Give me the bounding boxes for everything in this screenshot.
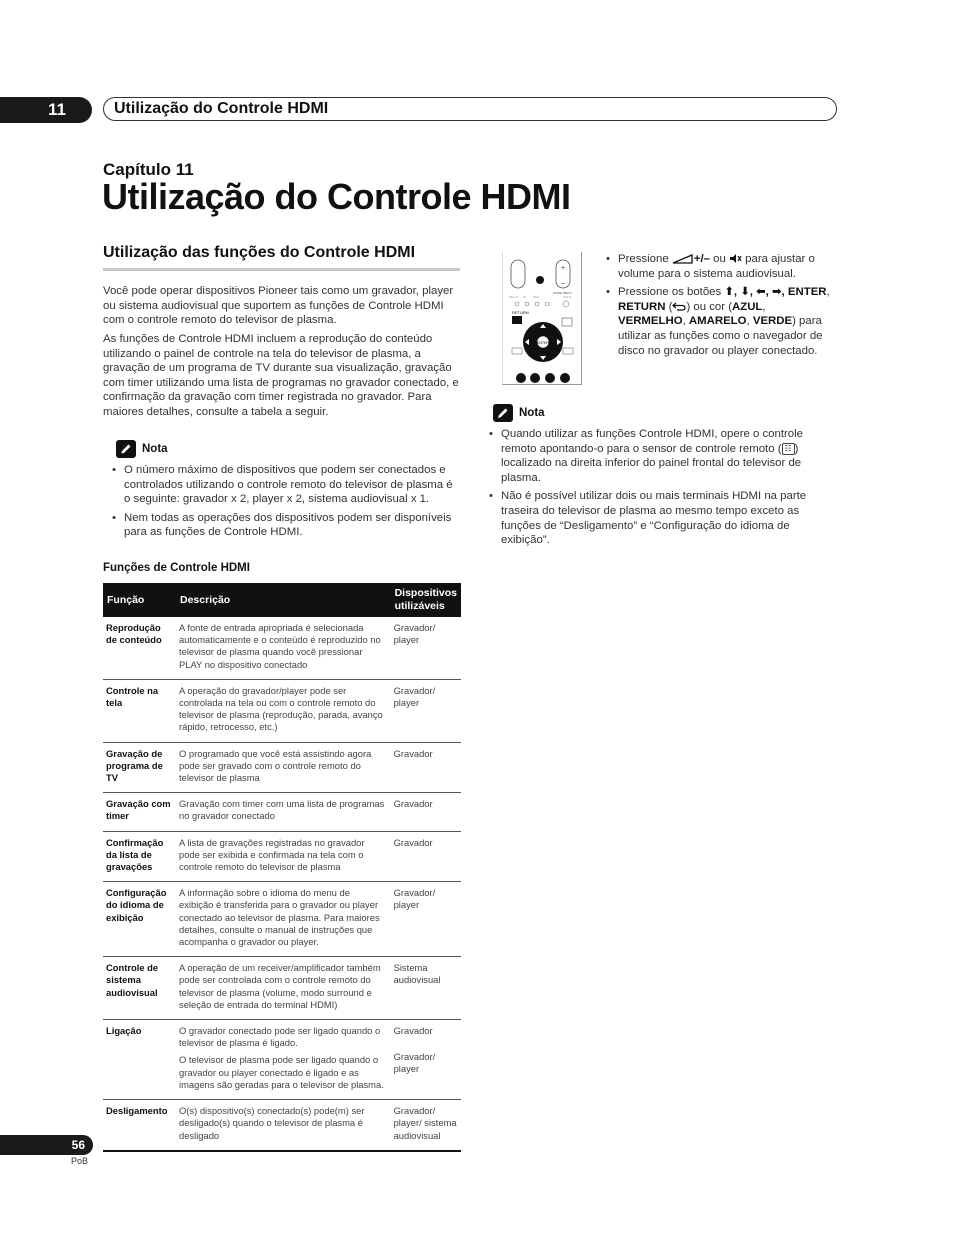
cell-devices: Gravador/ player [391,617,461,679]
note-item: • Quando utilizar as funções Controle HDMI, opere o controle remoto apontando-o para o sensor de controle remoto ( ☷ ) localizado na direita inferior do painel frontal do televisor de plasma. [487,427,832,485]
cell-function: Controle na tela [103,679,176,742]
svg-text:ID: ID [523,295,526,299]
note-label: Nota [519,407,545,419]
note-pencil-icon [116,440,136,458]
running-header: Utilização do Controle HDMI [103,97,837,121]
note-list-right [487,427,832,552]
header-funcao: Função [103,583,176,617]
remote-return-label: RETURN [512,310,529,315]
section-title: Utilização das funções do Controle HDMI [103,244,416,261]
note-label: Nota [142,443,168,455]
enter-key: ENTER [787,286,827,299]
amarelo-key: AMARELO [688,315,747,328]
remote-enter-label: ENTER [537,341,549,345]
mute-icon [729,253,742,264]
table-row [103,679,461,742]
remote-bullets [604,252,832,362]
cell-description-part: O gravador conectado pode ser ligado quando o televisor de plasma é ligado. [179,1025,381,1049]
cell-devices [391,1020,461,1100]
note-pencil-icon [493,404,513,422]
note-item: • Nem todas as operações dos dispositivos podem ser disponíveis para as funções de Controle HDMI. [110,511,460,540]
cell-description-part: O televisor de plasma pode ser ligado quando o gravador ou player conectado é ligado e as imagens são geradas para o televisor de plasma. [179,1054,384,1090]
table-row [103,742,461,793]
cell-devices: Gravador/ player/ sistema audiovisual [391,1100,461,1151]
cell-devices: Gravador [391,742,461,793]
table-row [103,1020,461,1100]
page-language: PoB [71,1156,89,1166]
bullet-nav-pre: Pressione os botões [618,286,722,299]
note-item: • Não é possível utilizar dois ou mais terminais HDMI na parte traseira do televisor de plasma ao mesmo tempo exceto as funções de “Desligamento” e “Configuração do idioma de exibição”. [487,489,832,547]
note-item: • O número máximo de dispositivos que podem ser conectados e controlados utilizando o controle remoto do televisor de plasma é o seguinte: gravador x 2, player x 2, sistema audiovisual x 1. [110,463,460,507]
header-dispositivos: Dispositivos utilizáveis [391,583,461,617]
svg-text:REC: REC [533,295,540,299]
cell-devices-part: Gravador/ player [393,1051,436,1075]
cell-devices: Gravador/ player [391,679,461,742]
cell-description: A fonte de entrada apropriada é selecionada automaticamente e o conteúdo é reproduzido no televisor de plasma quando você pressionar PLAY no dispositivo conectado [176,617,391,679]
cell-description: O(s) dispositivo(s) conectado(s) pode(m) ser desligado(s) quando o televisor de plasma é desligado [176,1100,391,1151]
note-header-right [493,404,545,422]
bullet-volume-mid: ou [713,253,726,265]
header-descricao: Descrição [176,583,391,617]
remote-drawing [503,252,583,385]
cell-function: Configuração do idioma de exibição [103,882,176,957]
bullet-navigation: • Pressione os botões ⬆, ⬇, ⬅, ➡, ENTER, RETURN ( ) ou cor (AZUL, VERMELHO, AMARELO, VERDE) para utilizar as funções como o navegador de disco no gravador ou player conectado. [604,285,832,358]
cell-description: A lista de gravações registradas no gravador pode ser exibida e confirmada na tela com o controle remoto do televisor de plasma [176,831,391,882]
cell-function: Desligamento [103,1100,176,1151]
sensor-icon: ☷ [782,443,795,455]
cell-function: Reprodução de conteúdo [103,617,176,679]
cell-function: Controle de sistema audiovisual [103,957,176,1020]
bullet-volume [604,252,832,281]
cell-function: Confirmação da lista de gravações [103,831,176,882]
verde-key: VERDE [752,315,793,328]
bullet-volume-post: para ajustar o volume para o sistema audiovisual. [618,253,815,280]
volume-icon [672,254,694,264]
cell-function: Ligação [103,1020,176,1100]
intro-paragraph-2: As funções de Controle HDMI incluem a reprodução do conteúdo utilizando o painel de controle na tela do televisor de plasma, a gravação de um programa de TV durante sua visualização, gravação com timer utilizando uma lista de programas no gravador conectado, e confirmação da gravação com timer registrada no gravador. Para maiores detalhes, consulte a tabela a seguir. [103,333,459,418]
table-row [103,831,461,882]
note-list-left [110,463,460,544]
svg-text:+: + [560,265,566,272]
cell-devices-part: Gravador [393,1025,433,1037]
chapter-label: Capítulo 11 [103,160,194,179]
cell-description [176,1020,391,1100]
cell-function: Gravação com timer [103,793,176,831]
remote-control-illustration [502,252,582,385]
cell-devices: Sistema audiovisual [391,957,461,1020]
chapter-title: Utilização do Controle HDMI [102,176,571,217]
or-color-text: ) ou cor ( [686,300,733,313]
table-row [103,957,461,1020]
intro-paragraph-1: Você pode operar dispositivos Pioneer tais como um gravador, player ou sistema audiovisual que suportem as funções de Controle HDMI com o controle remoto do televisor de plasma. [103,285,454,327]
table-header-row [103,583,461,617]
table-row [103,793,461,831]
cell-description: A informação sobre o idioma do menu de exibição é transferida para o gravador ou player conectado ao televisor de plasma. Para maiores detalhes, consulte o manual de instruções que acompanha o gravador ou player. [176,882,391,957]
arrow-keys: ⬆, ⬇, ⬅, ➡, [724,286,785,299]
cell-description: A operação do gravador/player pode ser controlada na tela ou com o controle remoto do televisor de plasma (reprodução, parada, avanço rápido, retrocesso, etc.) [176,679,391,742]
section-rule [103,268,460,271]
cell-function: Gravação de programa de TV [103,742,176,793]
svg-text:–: – [561,280,565,287]
table-title: Funções de Controle HDMI [103,562,250,574]
return-key: RETURN [618,300,666,313]
table-row [103,882,461,957]
vermelho-key: VERMELHO [618,315,683,328]
cell-description: Gravação com timer com uma lista de programas no gravador conectado [176,793,391,831]
svg-text:DELAY: DELAY [509,295,519,299]
return-icon [672,302,686,311]
cell-devices: Gravador/ player [391,882,461,957]
remote-homemenu-label: HOME MENU [553,291,572,295]
note-header-left [116,440,168,458]
bullet-volume-pre: Pressione [618,253,669,265]
page-number: 56 [0,1135,93,1155]
table-row [103,617,461,679]
chapter-number-tab: 11 [0,97,92,123]
bullet-nav-post: ) para utilizar as funções como o navegador de disco no gravador ou player conectado. [618,315,823,357]
cell-description: O programado que você está assistindo agora pode ser gravado com o controle remoto do televisor de plasma [176,742,391,793]
table-row [103,1100,461,1151]
cell-devices: Gravador [391,831,461,882]
cell-description: A operação de um receiver/amplificador também pode ser controlada com o controle remoto do televisor de plasma (volume, modo surround e seleção de entrada do terminal HDMI) [176,957,391,1020]
cell-devices: Gravador [391,793,461,831]
bullet-volume-key: +/– [693,253,710,265]
svg-text:HOLD: HOLD [563,295,572,299]
azul-key: AZUL [732,300,763,313]
functions-table [103,583,461,1152]
